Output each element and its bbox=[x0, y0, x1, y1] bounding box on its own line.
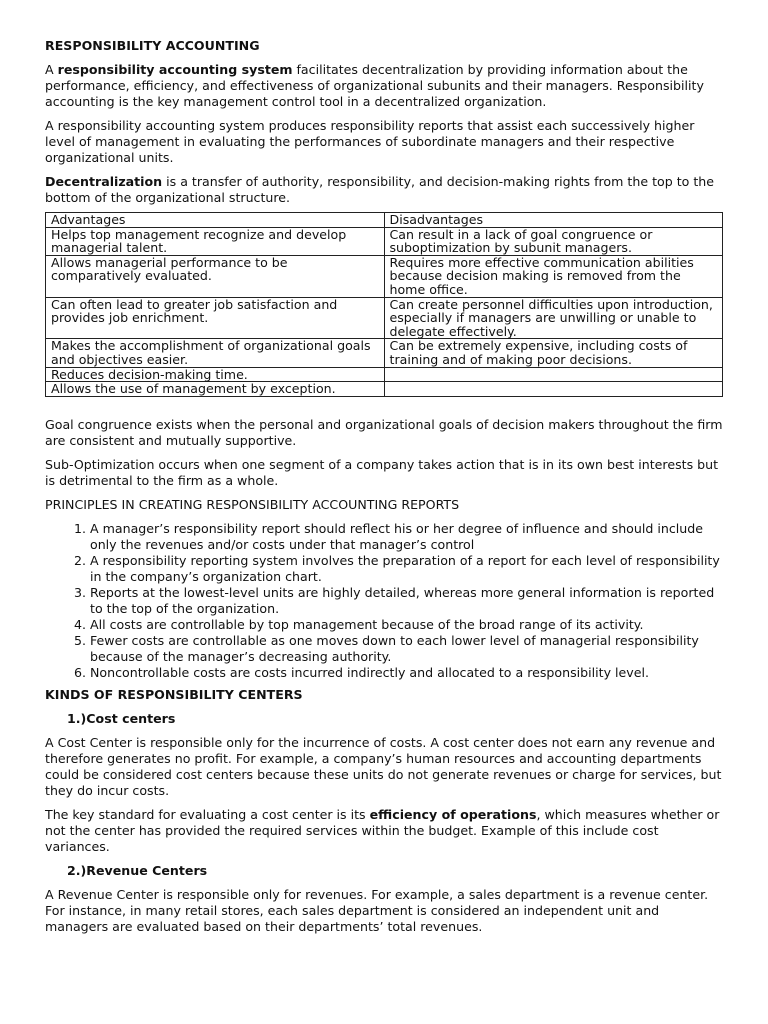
table-row bbox=[46, 382, 723, 397]
table-cell bbox=[384, 382, 723, 397]
list-item: 2. A responsibility reporting system involves the preparation of a report for each level of responsibility in the company’s organization chart. bbox=[90, 553, 723, 585]
intro-p1-post: facilitates decentralization by providing information about the performance, efficiency, and effectiveness of organizational subunits and their managers. Responsibility accounting is the key management control tool in a decentralized organization. bbox=[45, 62, 704, 109]
table-cell: Can be extremely expensive, including costs of training and of making poor decisions. bbox=[384, 339, 723, 367]
table-header-advantages: Advantages bbox=[46, 213, 385, 228]
revenue-center-paragraph: A Revenue Center is responsible only for revenues. For example, a sales department is a revenue center. For instance, in many retail stores, each sales department is considered an independent unit and managers are evaluated based on their departments’ total revenues. bbox=[45, 886, 709, 934]
table-cell: Makes the accomplishment of organizational goals and objectives easier. bbox=[46, 339, 385, 367]
table-header-row bbox=[46, 213, 723, 228]
table-cell: Can often lead to greater job satisfaction and provides job enrichment. bbox=[46, 297, 385, 339]
sub-optimization-paragraph: Sub-Optimization occurs when one segment of a company takes action that is in its own best interests but is detrimental to the firm as a whole. bbox=[45, 456, 719, 488]
intro-paragraph-1 bbox=[45, 62, 723, 110]
list-item: 4. All costs are controllable by top management because of the broad range of its activity. bbox=[90, 617, 723, 633]
table-cell: Can create personnel difficulties upon introduction, especially if managers are unwilling or unable to delegate effectively. bbox=[384, 297, 723, 339]
kinds-heading: KINDS OF RESPONSIBILITY CENTERS bbox=[45, 686, 303, 702]
table-row bbox=[46, 255, 723, 297]
list-item: 1. A manager’s responsibility report should reflect his or her degree of influence and should include only the revenues and/or costs under that manager’s control bbox=[90, 521, 723, 553]
list-item: 3. Reports at the lowest-level units are highly detailed, whereas more general information is reported to the top of the organization. bbox=[90, 585, 723, 617]
cost-centers-heading: 1.)Cost centers bbox=[67, 710, 176, 726]
intro-p1-bold: responsibility accounting system bbox=[57, 62, 293, 77]
goal-congruence-paragraph: Goal congruence exists when the personal and organizational goals of decision makers throughout the firm are consistent and mutually supportive. bbox=[45, 416, 723, 448]
table-cell: Reduces decision-making time. bbox=[46, 367, 385, 382]
revenue-centers-heading: 2.)Revenue Centers bbox=[67, 862, 208, 878]
cost-p2-bold: efficiency of operations bbox=[369, 806, 537, 822]
table-row bbox=[46, 297, 723, 339]
table-cell: Can result in a lack of goal congruence or suboptimization by subunit managers. bbox=[384, 227, 723, 255]
page-title: RESPONSIBILITY ACCOUNTING bbox=[45, 38, 260, 53]
cost-center-paragraph-1: A Cost Center is responsible only for the incurrence of costs. A cost center does not earn any revenue and therefore generates no profit. For example, a company’s human resources and accounting departments could be considered cost centers because these units do not generate revenues or charge for services, but they do incur costs. bbox=[45, 734, 722, 798]
table-row bbox=[46, 339, 723, 367]
intro-p1-pre: A bbox=[45, 62, 58, 77]
table-cell: Helps top management recognize and develop managerial talent. bbox=[46, 227, 385, 255]
advantages-table bbox=[45, 212, 723, 397]
table-cell: Requires more effective communication abilities because decision making is removed from the home office. bbox=[384, 255, 723, 297]
list-item: 5. Fewer costs are controllable as one moves down to each lower level of managerial responsibility because of the manager’s decreasing authority. bbox=[90, 633, 723, 665]
table-header-disadvantages: Disadvantages bbox=[384, 213, 723, 228]
table-cell: Allows managerial performance to be comparatively evaluated. bbox=[46, 255, 385, 297]
table-row bbox=[46, 227, 723, 255]
table-cell: Allows the use of management by exception. bbox=[46, 382, 385, 397]
list-item: 6. Noncontrollable costs are costs incurred indirectly and allocated to a responsibility level. bbox=[90, 665, 723, 681]
principles-list bbox=[45, 521, 723, 681]
intro-p3-post: is a transfer of authority, responsibility, and decision-making rights from the top to the bottom of the organizational structure. bbox=[45, 174, 715, 205]
intro-paragraph-3 bbox=[45, 174, 723, 206]
cost-center-paragraph-2 bbox=[45, 807, 723, 855]
intro-p3-bold: Decentralization bbox=[45, 174, 163, 189]
intro-paragraph-2: A responsibility accounting system produces responsibility reports that assist each successively higher level of management in evaluating the performances of subordinate managers and their respective organizational units. bbox=[45, 118, 695, 165]
cost-p2-post: , which measures whether or not the center has provided the required services within the budget. Example of this include cost variances. bbox=[45, 806, 720, 854]
table-row bbox=[46, 367, 723, 382]
cost-p2-pre: The key standard for evaluating a cost center is its bbox=[45, 806, 370, 822]
table-cell bbox=[384, 367, 723, 382]
principles-heading: PRINCIPLES IN CREATING RESPONSIBILITY ACCOUNTING REPORTS bbox=[45, 496, 460, 512]
